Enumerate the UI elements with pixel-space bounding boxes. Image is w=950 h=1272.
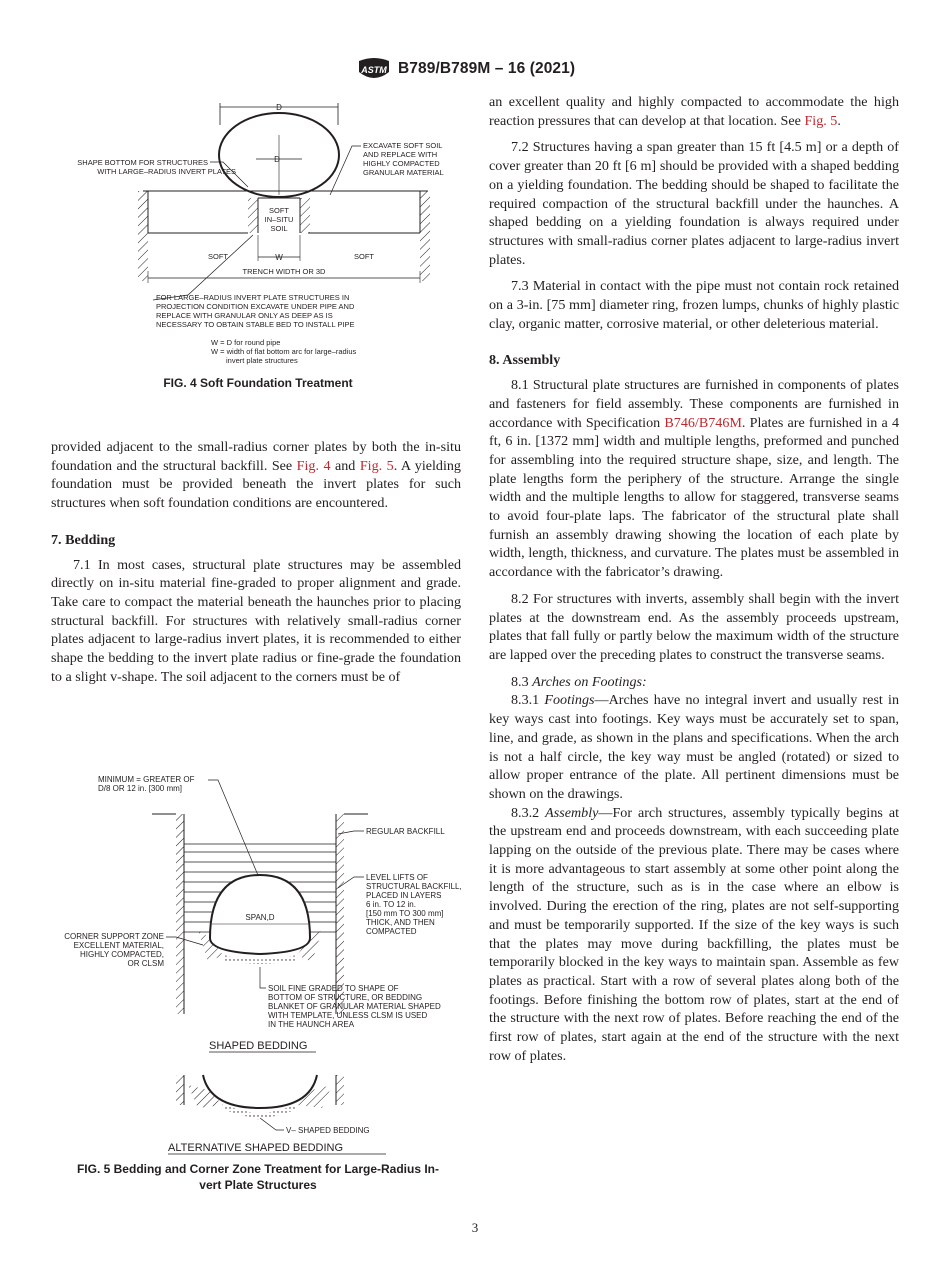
fig4-w: W bbox=[275, 253, 283, 262]
fig4-note-2: PROJECTION CONDITION EXCAVATE UNDER PIPE AND bbox=[156, 302, 355, 311]
fig4-trench: TRENCH WIDTH OR 3D bbox=[242, 267, 326, 276]
fig4-soft-insitu-3: SOIL bbox=[270, 224, 288, 233]
fig4-link[interactable]: Fig. 4 bbox=[296, 457, 331, 474]
paragraph-continuation-right: an excellent quality and highly compacted to accommodate the high reaction pressures that can develop at that location. See Fig. 5. bbox=[489, 94, 899, 129]
fig4-note-3: REPLACE WITH GRANULAR ONLY AS DEEP AS IS bbox=[156, 311, 333, 320]
fig4-soft-left: SOFT bbox=[208, 252, 228, 261]
fig5-shaped-bedding: SHAPED BEDDING bbox=[209, 1040, 308, 1052]
paragraph-7-3: 7.3 Material in contact with the pipe must not contain rock retained on a 3-in. [75 mm] diameter ring, frozen lumps, chunks of highly plastic clay, organic matter, corrosive material, or other deleterious material. bbox=[489, 278, 899, 332]
paragraph-8-3-2: 8.3.2 Assembly—For arch structures, assembly typically begins at the upstream end and proceeds downstream, with each succeeding plate lapping on the outside of the previous plate. There may be cases where it is more advantageous to start assembly at some other point along the length of the structure, such as is in the case where an elbow is involved. During the erection of the ring, plates are not self-supporting and must be temporarily supported. If the size of the key ways is such that the plates may move during backfilling, the plates must be temporarily blocked in the key ways to maintain span. Assemble as few plates as practical. Start with a row of several plates along both of the footings. Before finishing the bottom row of plates, start at the end of the structure with the next row of plates. Before reaching the end of the first row of plates, start again at the end of the structure with the next row of plates. bbox=[489, 804, 899, 1064]
fig5-level-3: PLACED IN LAYERS bbox=[366, 891, 442, 900]
fig4-soft-right: SOFT bbox=[354, 252, 374, 261]
paragraph-8-3-1: 8.3.1 Footings—Arches have no integral invert and usually rest in key ways cast into footings. Key ways must be accurately set to span, line, and grade, as shown in the plans and specifications. When the arch is not a half circle, the key way must be angled (rotated) or sized to allow proper entrance of the plate. All pertinent dimensions must be shown on the drawings. bbox=[489, 692, 899, 802]
fig5-level-6: THICK, AND THEN bbox=[366, 918, 435, 927]
fig4-d-top: D bbox=[276, 103, 282, 112]
fig5-corner-3: HIGHLY COMPACTED, bbox=[79, 950, 164, 959]
standard-designation: B789/B789M – 16 (2021) bbox=[398, 60, 576, 77]
page-header bbox=[0, 58, 950, 82]
figure-5 bbox=[48, 770, 468, 1195]
svg-text:ASTM: ASTM bbox=[361, 65, 387, 75]
fig5-level-2: STRUCTURAL BACKFILL, bbox=[366, 882, 462, 891]
fig4-legend-2: W = width of flat bottom arc for large–radius bbox=[211, 347, 357, 356]
figure-4-caption: FIG. 4 Soft Foundation Treatment bbox=[163, 376, 353, 390]
fig5-level-5: [150 mm TO 300 mm] bbox=[366, 909, 444, 918]
right-column bbox=[489, 93, 899, 1065]
paragraph-8-2: 8.2 For structures with inverts, assembly shall begin with the invert plates at the downstream end. As the assembly proceeds upstream, plates that fall fully or partly below the maximum width of the structure are lapped over the preceding plates to construct the transverse seams. bbox=[489, 590, 899, 663]
fig4-excavate-1: EXCAVATE SOFT SOIL bbox=[363, 141, 443, 150]
figure-5-caption-1: FIG. 5 Bedding and Corner Zone Treatment for Large-Radius In- bbox=[76, 1162, 440, 1176]
fig5-soil-2: BOTTOM OF STRUCTURE, OR BEDDING bbox=[268, 993, 423, 1002]
fig4-excavate-4: GRANULAR MATERIAL bbox=[363, 168, 444, 177]
paragraph-7-2: 7.2 Structures having a span greater than 15 ft [4.5 m] or a depth of cover greater than 20 ft [6 m] should be provided with a shaped bedding on a yielding foundation. The bedding should be shaped to facilitate the required compaction of the structural backfill under the haunches. A shaped bedding on a yielding foundation is always required under structures with small-radius corner plates adjacent to large-radius invert plates. bbox=[489, 139, 899, 268]
fig5-corner-2: EXCELLENT MATERIAL, bbox=[73, 941, 164, 950]
fig4-excavate-3: HIGHLY COMPACTED bbox=[363, 159, 440, 168]
fig4-soft-insitu-1: SOFT bbox=[269, 206, 289, 215]
figure-4-drawing bbox=[48, 95, 468, 380]
fig4-soft-insitu-2: IN–SITU bbox=[264, 215, 294, 224]
fig5-level-7: COMPACTED bbox=[366, 927, 417, 936]
fig4-shape-bottom-1: SHAPE BOTTOM FOR STRUCTURES bbox=[77, 158, 208, 167]
paragraph-continuation: provided adjacent to the small-radius corner plates by both the in-situ foundation and the structural backfill. See Fig. 4 and Fig. 5. A yielding foundation must be provided beneath the invert plates for such structures when soft foundation conditions are encountered. bbox=[51, 439, 461, 512]
fig4-shape-bottom-2: WITH LARGE–RADIUS INVERT PLATES bbox=[97, 167, 236, 176]
page-number: 3 bbox=[471, 1220, 479, 1235]
fig4-excavate-2: AND REPLACE WITH bbox=[363, 150, 438, 159]
fig5-min-2: D/8 OR 12 in. [300 mm] bbox=[98, 784, 183, 793]
fig5-v-shaped: V– SHAPED BEDDING bbox=[286, 1126, 370, 1135]
fig5-regular-backfill: REGULAR BACKFILL bbox=[366, 827, 445, 836]
fig4-d-inner: D bbox=[274, 155, 280, 164]
paragraph-8-3: 8.3 Arches on Footings: bbox=[511, 673, 647, 690]
fig5-link[interactable]: Fig. 5 bbox=[359, 457, 394, 474]
figure-4 bbox=[48, 95, 468, 395]
fig4-legend-3: invert plate structures bbox=[226, 356, 298, 365]
section-8-heading: 8. Assembly bbox=[489, 352, 561, 369]
fig5-level-1: LEVEL LIFTS OF bbox=[366, 873, 428, 882]
section-7-heading: 7. Bedding bbox=[51, 531, 116, 548]
figure-5-drawing bbox=[48, 770, 468, 1155]
paragraph-8-1: 8.1 Structural plate structures are furnished in components of plates and fasteners for field assembly. These components are furnished in accordance with Specification B746/B746M. Plates are furnished in a 4 ft, 6 in. [1372 mm] width and multiple lengths, preformed and punched for assembling into the required structure shape, size, and length. The plate lengths form the periphery of the structure. Arrange the single width and the multiple lengths to allow for staggered, transverse seams to avoid four-plate laps. The fabricator of the structural plate shall furnish an assembly drawing showing the location of each plate by width, length, thickness, and curvature. The plates must be assembled in accordance with the fabricator’s drawing. bbox=[489, 377, 900, 581]
fig5-soil-5: IN THE HAUNCH AREA bbox=[268, 1020, 355, 1029]
fig5-level-4: 6 in. TO 12 in. bbox=[366, 900, 416, 909]
fig4-legend-1: W = D for round pipe bbox=[211, 338, 281, 347]
fig5-link-right[interactable]: Fig. 5 bbox=[804, 112, 838, 129]
fig5-corner-4: OR CLSM bbox=[127, 959, 164, 968]
fig5-min-1: MINIMUM = GREATER OF bbox=[98, 775, 195, 784]
fig5-soil-4: WITH TEMPLATE, UNLESS CLSM IS USED bbox=[268, 1011, 428, 1020]
fig5-soil-3: BLANKET OF GRANULAR MATERIAL SHAPED bbox=[268, 1002, 441, 1011]
fig4-note-1: FOR LARGE–RADIUS INVERT PLATE STRUCTURES IN bbox=[156, 293, 350, 302]
fig5-corner-1: CORNER SUPPORT ZONE bbox=[64, 932, 164, 941]
left-column bbox=[51, 438, 461, 686]
fig5-span: SPAN,D bbox=[245, 913, 275, 922]
fig5-alt-shaped: ALTERNATIVE SHAPED BEDDING bbox=[168, 1142, 344, 1154]
astm-logo-icon bbox=[355, 58, 393, 87]
fig5-soil-1: SOIL FINE GRADED TO SHAPE OF bbox=[268, 984, 399, 993]
fig4-note-4: NECESSARY TO OBTAIN STABLE BED TO INSTALL PIPE bbox=[156, 320, 355, 329]
figure-5-caption-2: vert Plate Structures bbox=[199, 1178, 317, 1192]
paragraph-7-1: 7.1 In most cases, structural plate structures may be assembled directly on in-situ material fine-graded to proper alignment and grade. Take care to compact the material beneath the haunches prior to placing structural backfill. For structures with relatively small-radius corner plates adjacent to large-radius invert plates, it is recommended to either shape the bedding to the invert plate radius or fine-grade the foundation to a slight v-shape. The soil adjacent to the corners must be of bbox=[51, 556, 461, 685]
b746-link[interactable]: B746/B746M bbox=[664, 414, 742, 431]
